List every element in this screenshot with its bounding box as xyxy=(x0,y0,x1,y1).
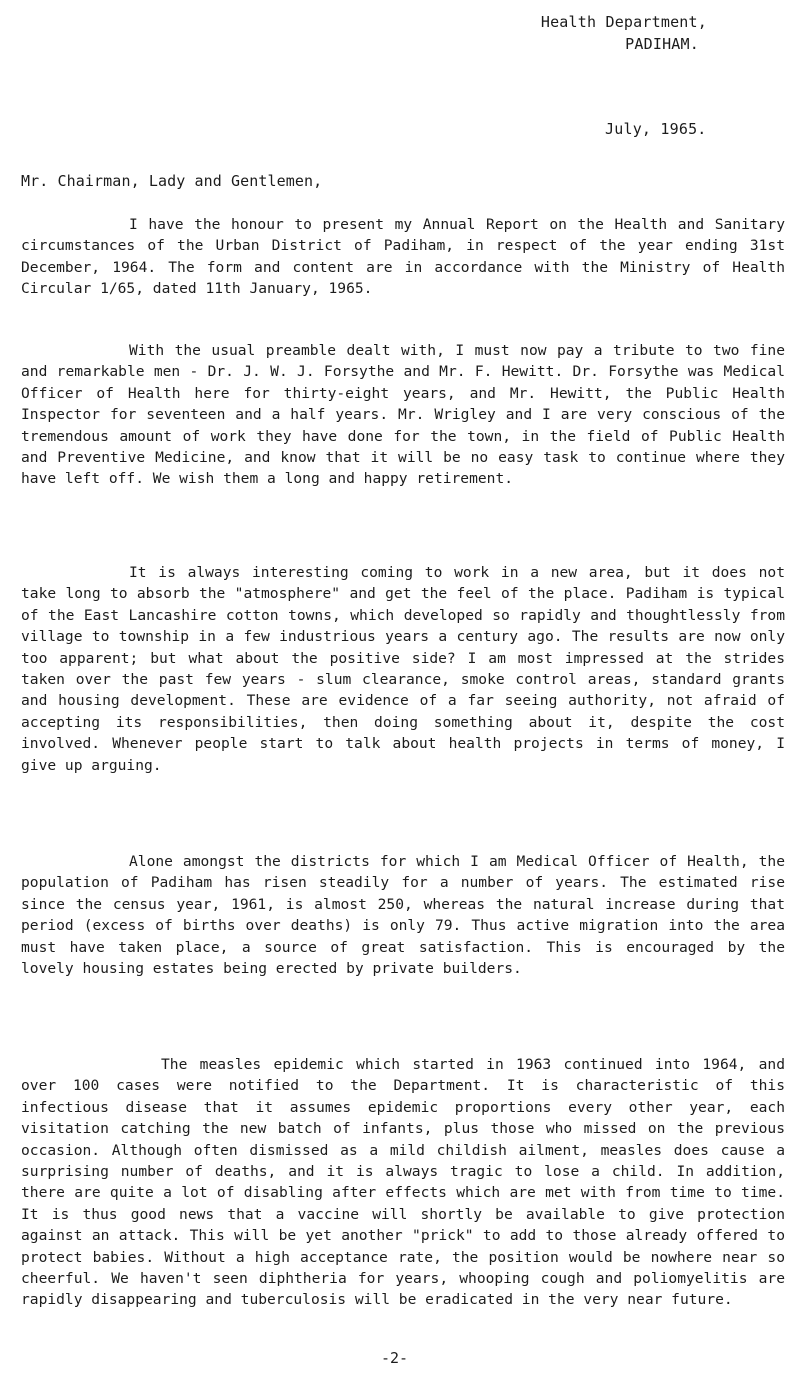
town-name: PADIHAM. xyxy=(625,35,699,53)
paragraph-tribute: With the usual preamble dealt with, I must now pay a tribute to two fine and remarkable men - Dr. J. W. J. Forsythe and Mr. F. Hewitt. Dr. Forsythe was Medical Officer of Health here for thirty-eight years, and Mr. Hewitt, the Public Health Inspector for seventeen and a half years. Mr. Wrigley and I are very conscious of the tremendous amount of work they have done for the town, in the field of Public Health and Preventive Medicine, and know that it will be no easy task to continue where they have left off. We wish them a long and happy retirement. xyxy=(21,342,785,488)
department-name: Health Department, xyxy=(540,13,707,31)
paragraph-introduction: I have the honour to present my Annual Report on the Health and Sanitary circumstances of the Urban District of Padiham, in respect of the year ending 31st December, 1964. The form and content are in accordance with the Ministry of Health Circular 1/65, dated 11th January, 1965. xyxy=(21,216,785,298)
paragraph-population: Alone amongst the districts for which I am Medical Officer of Health, the population of Padiham has risen steadily for a number of years. The estimated rise since the census year, 1961, is almost 250, whereas the natural increase during that period (excess of births over deaths) is only 79. Thus active migration into the area must have taken place, a source of great satisfaction. This is encouraged by the lovely housing estates being erected by private builders. xyxy=(21,853,785,978)
report-date: July, 1965. xyxy=(605,120,707,138)
paragraph-measles: The measles epidemic which started in 1963 continued into 1964, and over 100 cases were notified to the Department. It is characteristic of this infectious disease that it assumes epidemic proportions every other year, each visitation catching the new batch of infants, plus those who missed on the previous occasion. Although often dismissed as a mild childish ailment, measles does cause a surprising number of deaths, and it is always tragic to lose a child. In addition, there are quite a lot of disabling after effects which are met with from time to time. It is thus good news that a vaccine will shortly be available to give protection against an attack. This will be yet another "prick" to add to those already offered to protect babies. Without a high acceptance rate, the position would be nowhere near so cheerful. We haven't seen diphtheria for years, whooping cough and poliomyelitis are rapidly disappearing and tuberculosis will be eradicated in the very near future. xyxy=(21,1056,785,1309)
paragraph-new-area: It is always interesting coming to work in a new area, but it does not take long to absorb the "atmosphere" and get the feel of the place. Padiham is typical of the East Lancashire cotton towns, which developed so rapidly and thoughtlessly from village to township in a few industrious years a century ago. The results are now only too apparent; but what about the positive side? I am most impressed at the strides taken over the past few years - slum clearance, smoke control areas, standard grants and housing development. These are evidence of a far seeing authority, not afraid of accepting its responsibilities, then doing something about it, despite the cost involved. Whenever people start to talk about health projects in terms of money, I give up arguing. xyxy=(21,564,785,774)
page-number: -2- xyxy=(381,1349,409,1367)
salutation: Mr. Chairman, Lady and Gentlemen, xyxy=(21,172,323,190)
